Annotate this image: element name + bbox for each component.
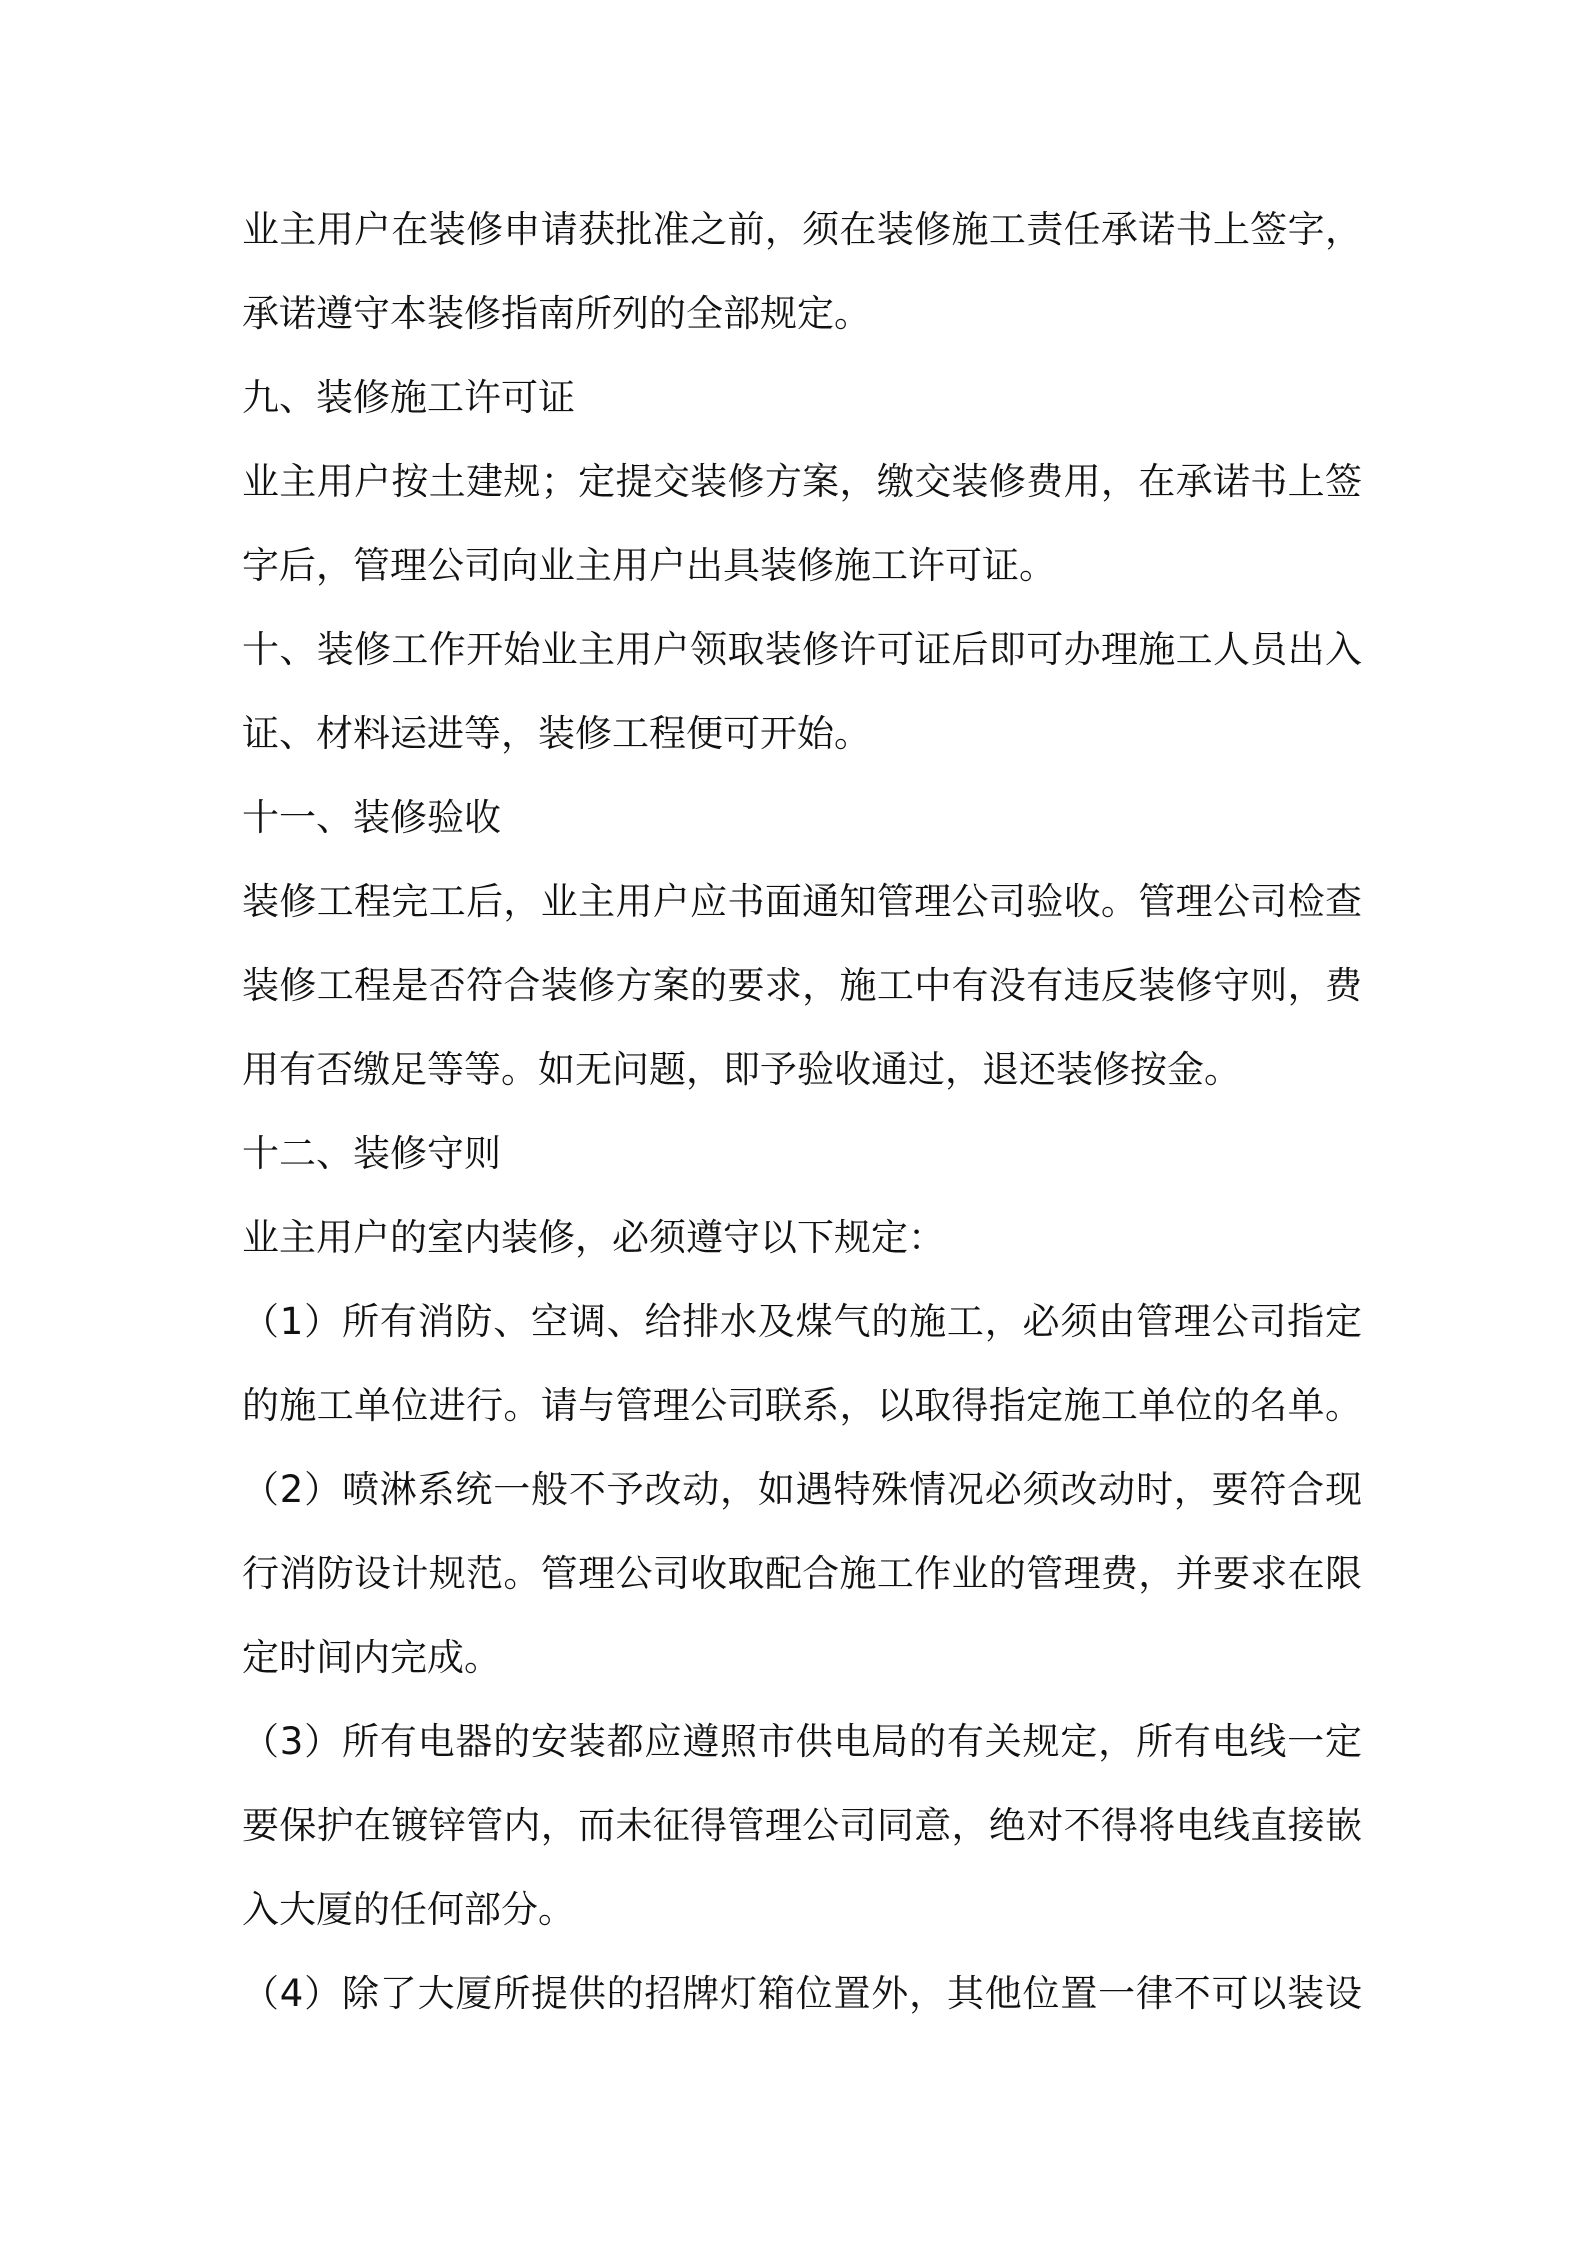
list-item-line: （4）除了大厦所提供的招牌灯箱位置外，其他位置一律不可以装设 <box>242 1972 1362 2015</box>
list-item-line: 定时间内完成。 <box>242 1636 501 1679</box>
section-heading: 十、装修工作开始业主用户领取装修许可证后即可办理施工人员出入 <box>242 628 1362 671</box>
text-line: 用有否缴足等等。如无问题，即予验收通过，退还装修按金。 <box>242 1048 1241 1091</box>
list-item-line: 行消防设计规范。管理公司收取配合施工作业的管理费，并要求在限 <box>242 1552 1362 1595</box>
list-item-line: （1）所有消防、空调、给排水及煤气的施工，必须由管理公司指定 <box>242 1300 1362 1343</box>
text-line: 业主用户的室内装修，必须遵守以下规定： <box>242 1216 945 1259</box>
list-item-line: 的施工单位进行。请与管理公司联系，以取得指定施工单位的名单。 <box>242 1384 1362 1427</box>
list-item-line: 要保护在镀锌管内，而未征得管理公司同意，绝对不得将电线直接嵌 <box>242 1804 1362 1847</box>
list-item-line: 入大厦的任何部分。 <box>242 1888 575 1931</box>
text-line: 字后，管理公司向业主用户出具装修施工许可证。 <box>242 544 1056 587</box>
section-heading: 九、装修施工许可证 <box>242 376 575 419</box>
list-item-line: （3）所有电器的安装都应遵照市供电局的有关规定，所有电线一定 <box>242 1720 1362 1763</box>
list-item-line: （2）喷淋系统一般不予改动，如遇特殊情况必须改动时，要符合现 <box>242 1468 1362 1511</box>
text-line: 业主用户在装修申请获批准之前，须在装修施工责任承诺书上签字， <box>242 208 1362 251</box>
text-line: 装修工程是否符合装修方案的要求，施工中有没有违反装修守则，费 <box>242 964 1362 1007</box>
text-line: 业主用户按土建规；定提交装修方案，缴交装修费用，在承诺书上签 <box>242 460 1362 503</box>
section-heading: 十一、装修验收 <box>242 796 501 839</box>
text-line: 证、材料运进等，装修工程便可开始。 <box>242 712 871 755</box>
section-heading: 十二、装修守则 <box>242 1132 501 1175</box>
text-line: 装修工程完工后，业主用户应书面通知管理公司验收。管理公司检查 <box>242 880 1362 923</box>
text-line: 承诺遵守本装修指南所列的全部规定。 <box>242 292 871 335</box>
